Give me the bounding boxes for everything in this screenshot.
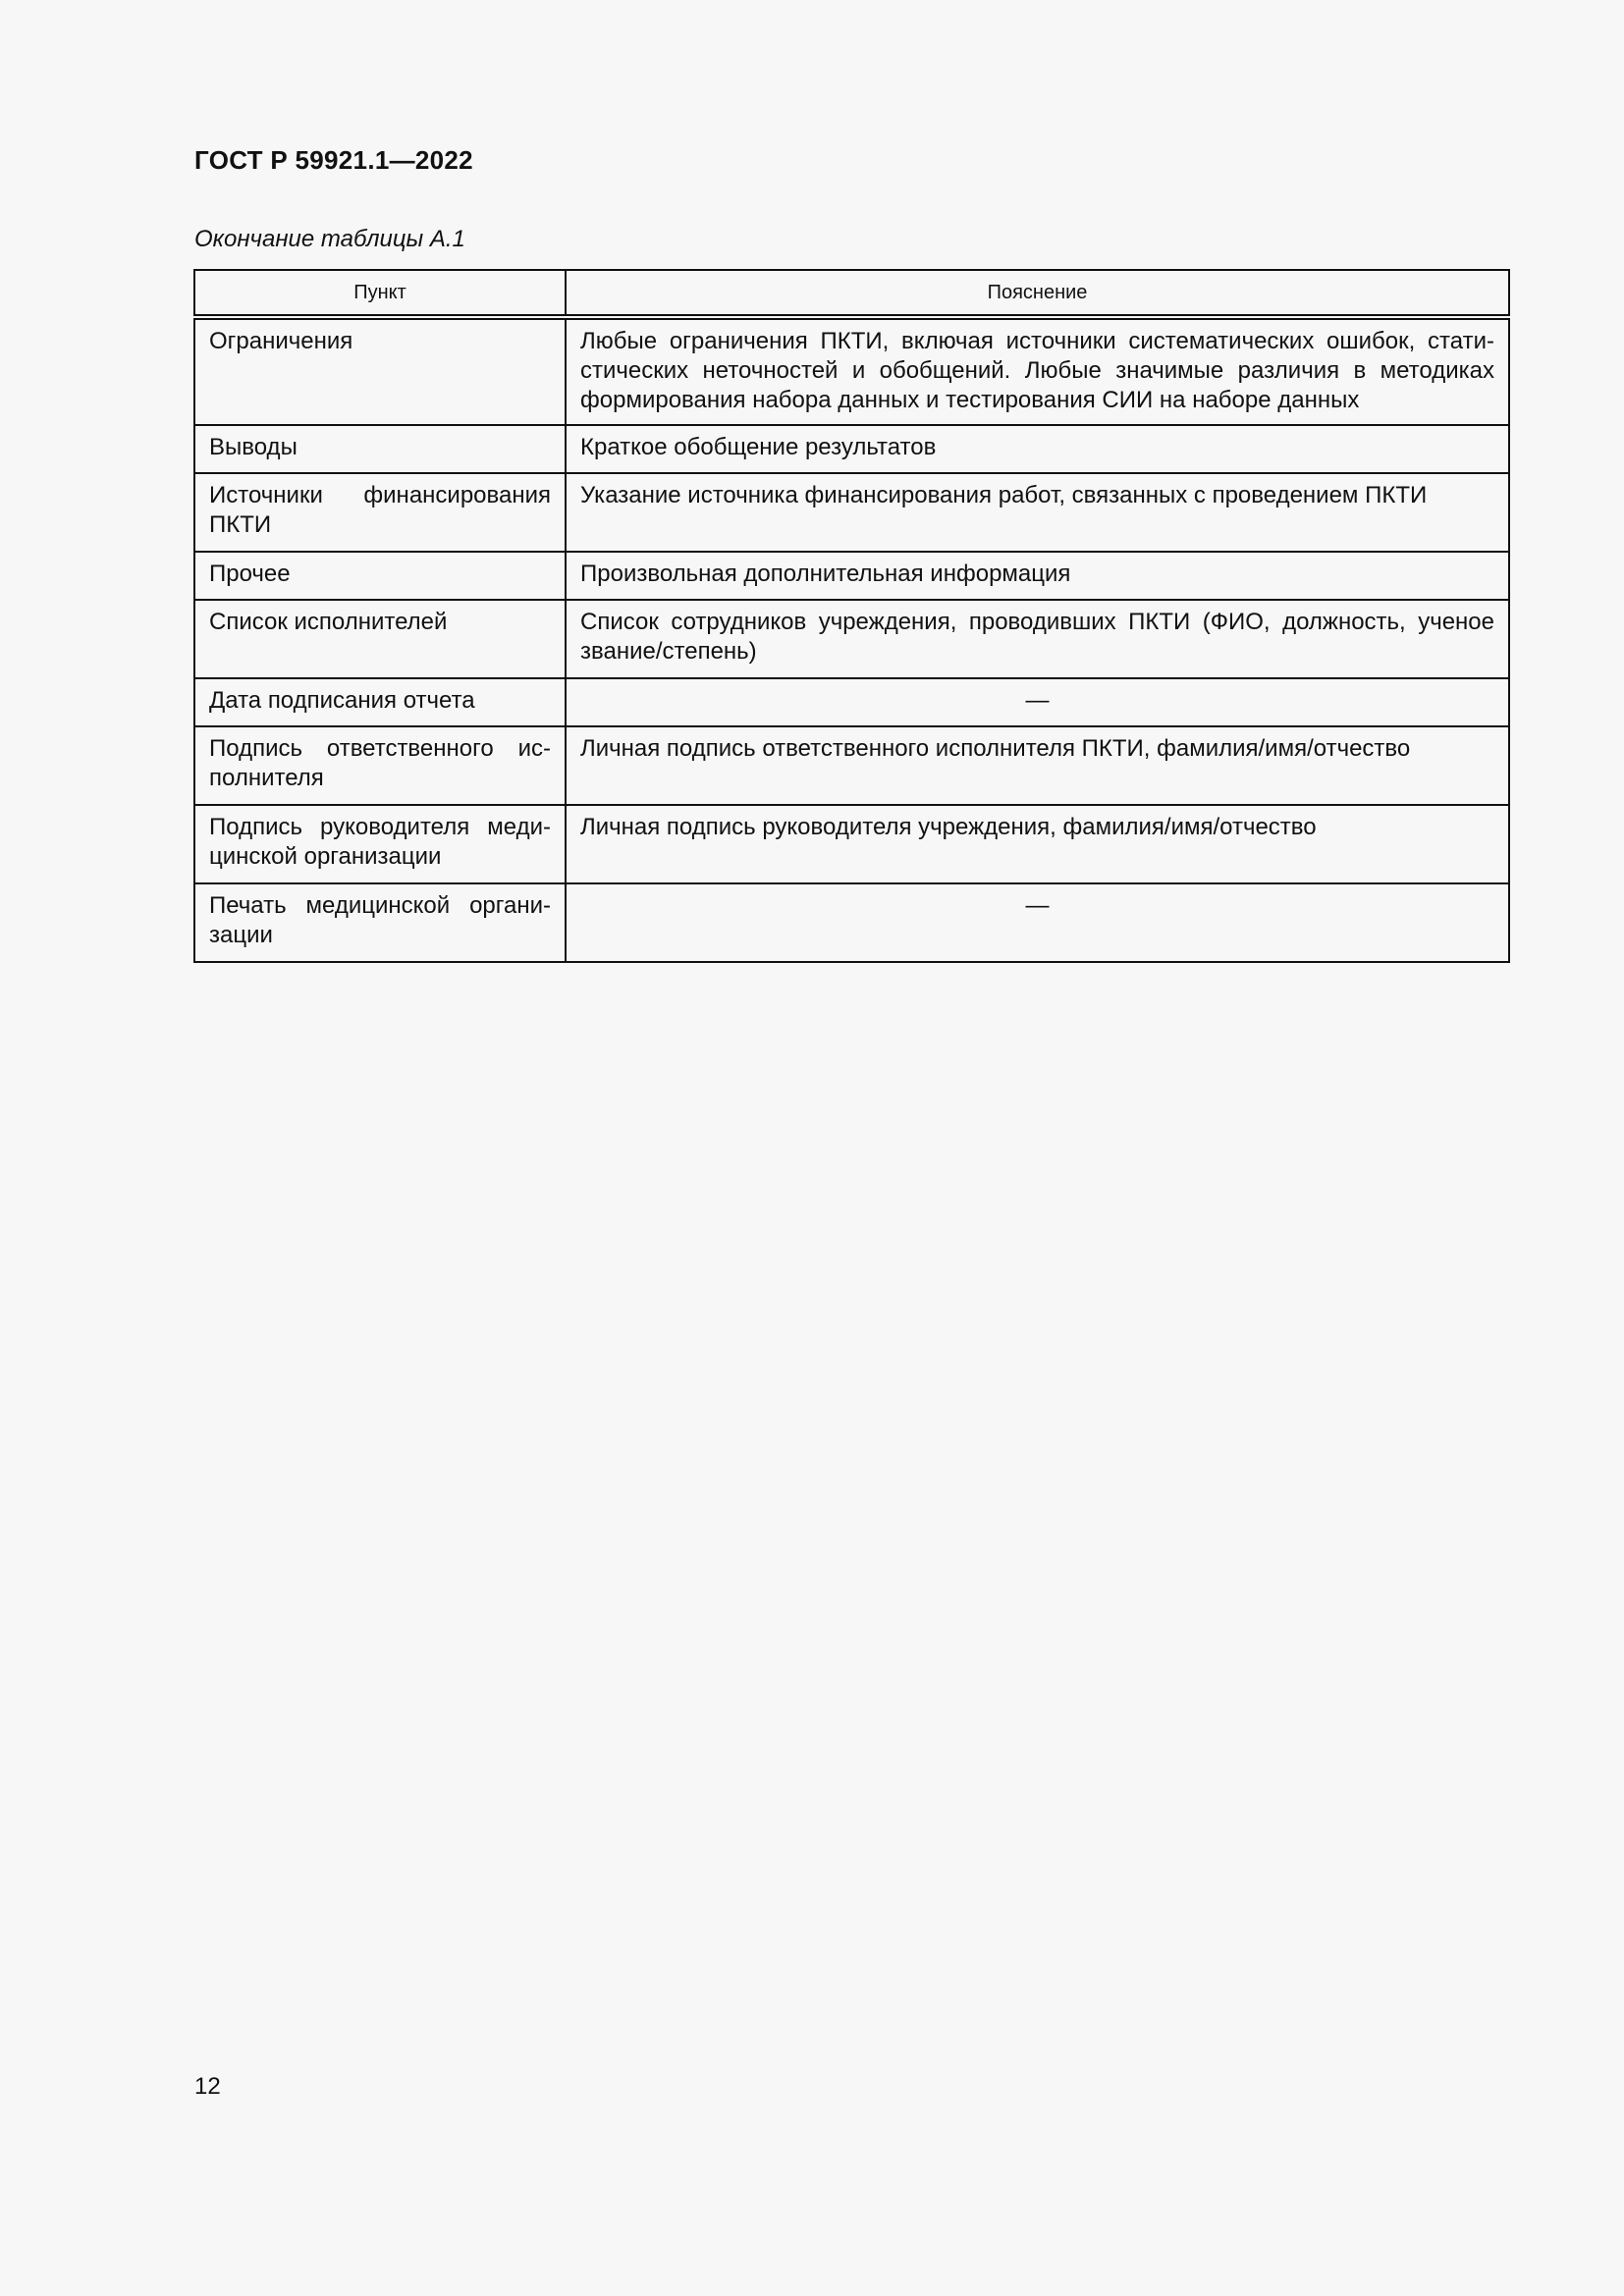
item-cell: Выводы [194, 425, 566, 473]
table-row [194, 317, 1509, 425]
table-caption: Окончание таблицы А.1 [194, 226, 465, 252]
explanation-cell: Произвольная дополнительная информация [566, 552, 1509, 600]
table-row [194, 552, 1509, 600]
item-cell: Подпись ответственного исполнителя [194, 726, 566, 805]
item-cell: Печать медицинской организации [194, 883, 566, 962]
table-container [193, 269, 1508, 963]
explanation-cell: Личная подпись ответственного исполнителя ПКТИ, фамилия/имя/отчество [566, 726, 1509, 805]
explanation-cell: — [566, 883, 1509, 962]
item-cell: Дата подписания отчета [194, 678, 566, 726]
table-row [194, 883, 1509, 962]
table-row [194, 425, 1509, 473]
table-row [194, 678, 1509, 726]
explanation-cell: Указание источника финансирования работ, связанных с проведением ПКТИ [566, 473, 1509, 552]
table-row [194, 726, 1509, 805]
table-header-row [194, 270, 1509, 317]
table-row [194, 473, 1509, 552]
explanation-cell: Краткое обобщение результатов [566, 425, 1509, 473]
page-number: 12 [194, 2073, 221, 2100]
explanation-cell: Личная подпись руководителя учреждения, фамилия/имя/отчество [566, 805, 1509, 883]
column-header-item: Пункт [194, 270, 566, 317]
item-cell: Источники финансирования ПКТИ [194, 473, 566, 552]
document-header: ГОСТ Р 59921.1—2022 [194, 145, 473, 175]
item-cell: Список исполнителей [194, 600, 566, 678]
item-cell: Прочее [194, 552, 566, 600]
explanation-cell: Список сотрудников учреждения, проводивших ПКТИ (ФИО, должность, ученое звание/степень) [566, 600, 1509, 678]
explanation-cell: — [566, 678, 1509, 726]
explanation-cell: Любые ограничения ПКТИ, включая источники систематических ошибок, статистических неточностей и обобщений. Любые значимые различия в методиках формирования набора данных и тестирования СИИ на наборе данных [566, 317, 1509, 425]
column-header-explanation: Пояснение [566, 270, 1509, 317]
item-cell: Ограничения [194, 317, 566, 425]
report-items-table [193, 269, 1510, 963]
table-row [194, 600, 1509, 678]
item-cell: Подпись руководителя медицинской организации [194, 805, 566, 883]
table-row [194, 805, 1509, 883]
